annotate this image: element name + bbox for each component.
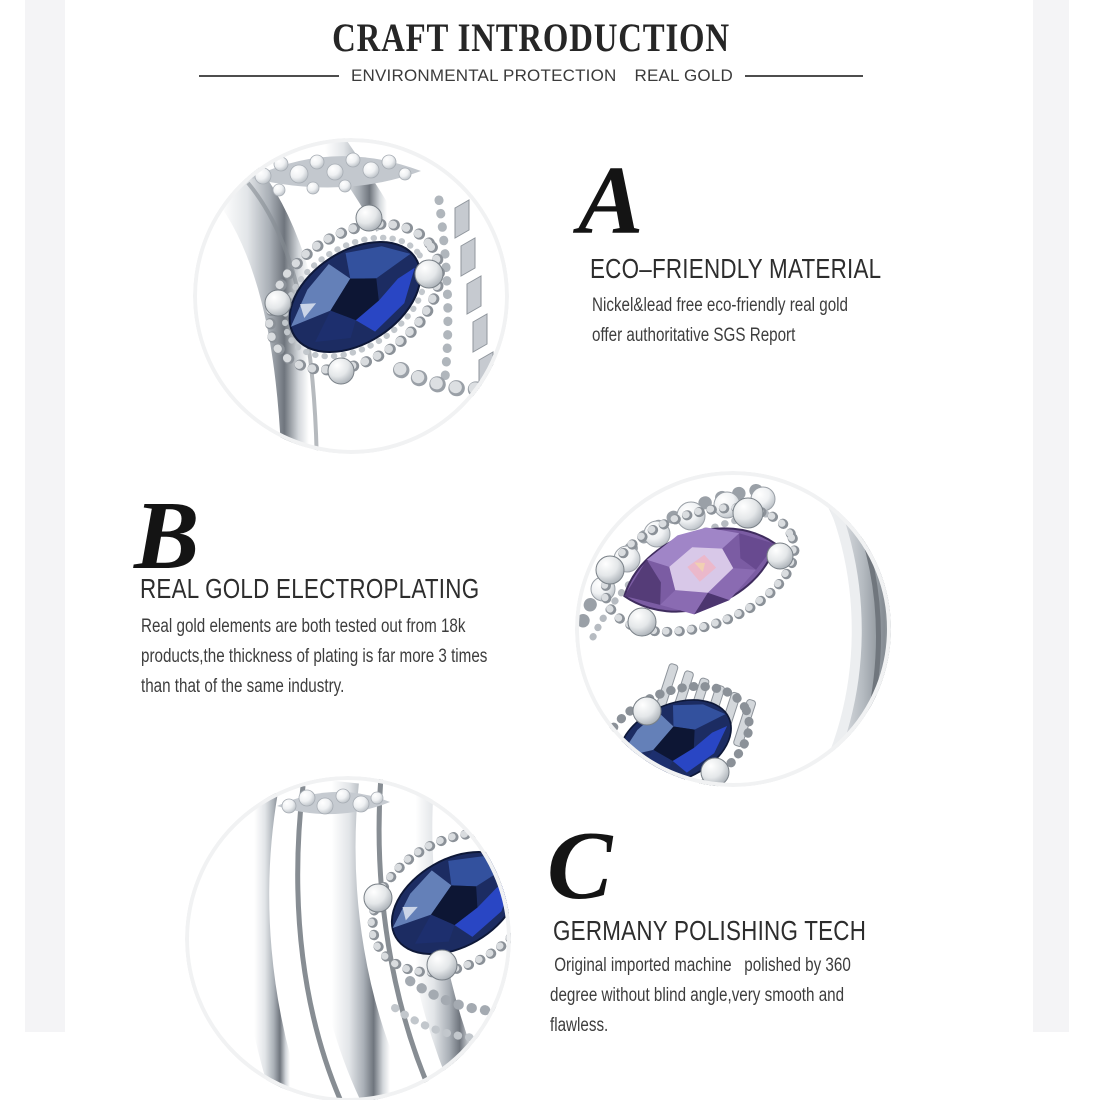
subtitle-divider-right [745,75,863,77]
section-heading-b: REAL GOLD ELECTROPLATING [140,573,480,604]
subtitle [0,66,1062,86]
section-body-a-line-2: offer authoritative SGS Report [592,325,796,346]
section-letter-b: B [134,482,200,590]
right-edge-band [1033,0,1069,1032]
section-heading-c: GERMANY POLISHING TECH [553,915,867,946]
section-body-a [592,291,848,351]
left-edge-band [25,0,65,1032]
ring-photo-purple-gem [575,471,891,787]
section-body-b-line-1: Real gold elements are both tested out from 18k [141,616,466,637]
section-letter-a: A [578,147,644,255]
section-body-c [550,951,851,1041]
section-letter-c: C [547,812,613,920]
section-heading-a: ECO–FRIENDLY MATERIAL [590,253,882,284]
subtitle-divider-left [199,75,339,77]
section-body-a-line-1: Nickel&lead free eco-friendly real gold [592,295,848,316]
section-body-c-line-1: Original imported machine polished by 360 [550,955,851,976]
ring-photo-blue-gem [193,138,509,454]
ring-photo-silver-bands [185,776,511,1100]
section-body-b-line-3: than that of the same industry. [141,676,345,697]
subtitle-text-environmental: ENVIRONMENTAL PROTECTION [351,66,617,85]
page-title: CRAFT INTRODUCTION [332,15,730,60]
section-body-b [141,612,487,702]
section-body-c-line-3: flawless. [550,1015,609,1036]
subtitle-text-realgold: REAL GOLD [634,66,733,85]
section-body-c-line-2: degree without blind angle,very smooth and [550,985,845,1006]
section-body-b-line-2: products,the thickness of plating is far more 3 times [141,646,488,667]
